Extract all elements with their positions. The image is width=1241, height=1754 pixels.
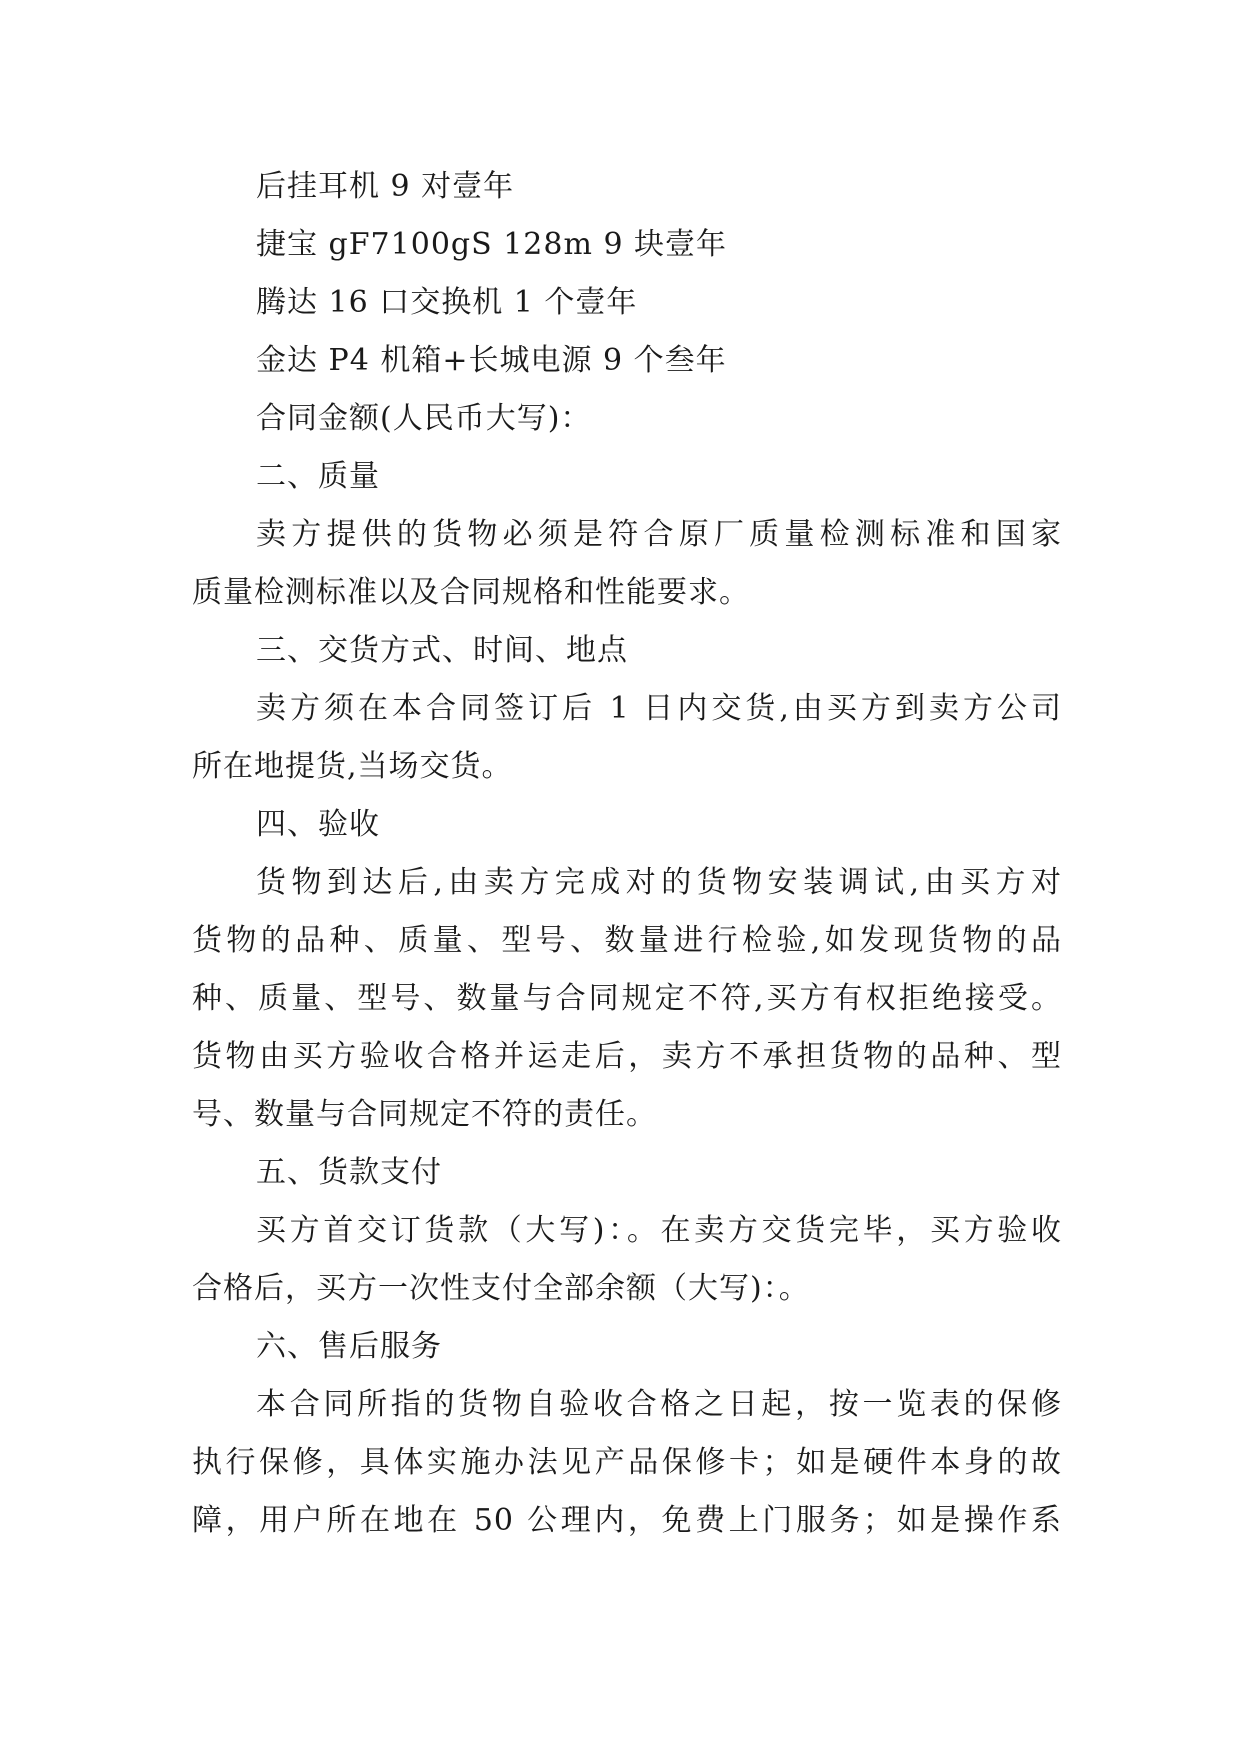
paragraph-line: 卖方提供的货物必须是符合原厂质量检测标准和国家 (256, 517, 1062, 552)
section-heading-after-sales: 六、售后服务 (256, 1329, 442, 1364)
paragraph-line: 执行保修，具体实施办法见产品保修卡；如是硬件本身的故 (192, 1445, 1062, 1480)
section-heading-payment: 五、货款支付 (256, 1155, 442, 1190)
paragraph-line: 种、质量、型号、数量与合同规定不符,买方有权拒绝接受。 (192, 981, 1062, 1016)
paragraph-line: 质量检测标准以及合同规格和性能要求。 (192, 575, 750, 610)
section-heading-quality: 二、质量 (256, 459, 380, 494)
document-body (192, 158, 1062, 1550)
item-line-switch: 腾达 16 口交换机 1 个壹年 (256, 285, 638, 320)
item-line-memory: 捷宝 gF7100gS 128m 9 块壹年 (256, 227, 728, 262)
paragraph-line: 买方首交订货款（大写)：。在卖方交货完毕，买方验收 (256, 1213, 1062, 1248)
paragraph-line: 号、数量与合同规定不符的责任。 (192, 1097, 657, 1132)
paragraph-line: 本合同所指的货物自验收合格之日起，按一览表的保修 (256, 1387, 1062, 1422)
item-line-chassis: 金达 P4 机箱+长城电源 9 个叁年 (256, 343, 727, 378)
paragraph-line: 货物到达后,由卖方完成对的货物安装调试,由买方对 (256, 865, 1062, 900)
paragraph-line: 所在地提货,当场交货。 (192, 749, 513, 784)
paragraph-line: 障，用户所在地在 50 公理内，免费上门服务；如是操作系 (192, 1503, 1062, 1538)
contract-amount-line: 合同金额(人民币大写)： (256, 401, 592, 436)
paragraph-line: 合格后，买方一次性支付全部余额（大写)：。 (192, 1271, 810, 1306)
section-heading-delivery: 三、交货方式、时间、地点 (256, 633, 628, 668)
paragraph-line: 货物由买方验收合格并运走后，卖方不承担货物的品种、型 (192, 1039, 1062, 1074)
section-heading-acceptance: 四、验收 (256, 807, 380, 842)
paragraph-line: 卖方须在本合同签订后 1 日内交货,由买方到卖方公司 (256, 691, 1062, 726)
paragraph-line: 货物的品种、质量、型号、数量进行检验,如发现货物的品 (192, 923, 1062, 958)
item-line-earphones: 后挂耳机 9 对壹年 (256, 169, 515, 204)
